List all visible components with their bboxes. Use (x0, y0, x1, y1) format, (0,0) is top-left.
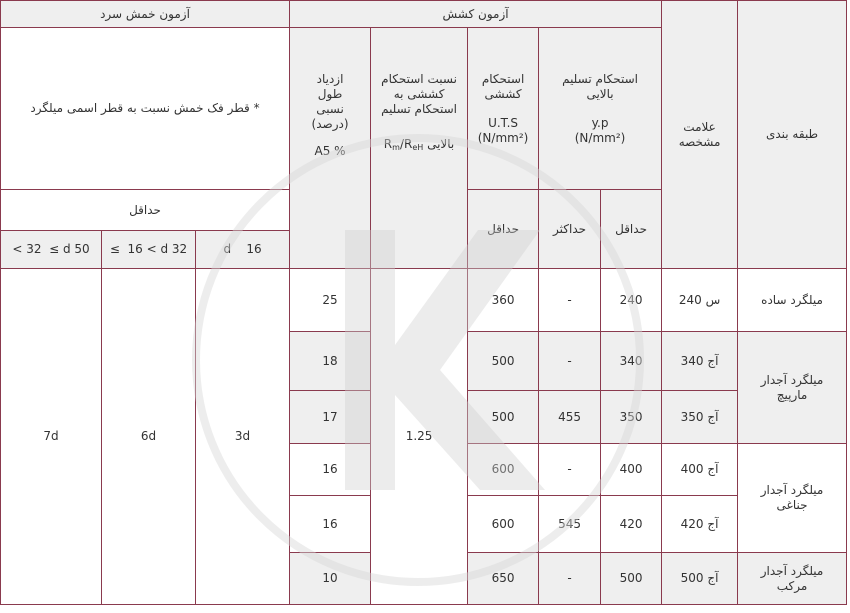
yield-max-cell: - (539, 332, 601, 391)
classification-header: طبقه بندی (738, 1, 847, 269)
yield-min-cell: 340 (601, 332, 662, 391)
elongation-cell: 16 (290, 444, 371, 496)
ratio-slash: / (399, 137, 404, 151)
mark-cell: آج 350 (662, 391, 738, 444)
class-ribbed-herringbone-text: میلگرد آجدار جناغی (760, 483, 824, 512)
elongation-title: ازدیاد طول نسبی (316, 72, 344, 116)
tensile-strength-symbol: U.T.S (488, 115, 519, 130)
yield-max-cell: 455 (539, 391, 601, 444)
size-range-large (1, 231, 102, 269)
ratio-rm-sub: m (392, 143, 400, 152)
class-ribbed-herringbone (738, 444, 847, 553)
mark-header-text: علامت مشخصه (678, 119, 721, 149)
uts-cell: 360 (468, 269, 539, 332)
bend-small-cell: 3d (196, 269, 290, 605)
yield-max-cell: 545 (539, 496, 601, 553)
upper-yield-title: استحکام تسلیم بالایی (562, 71, 638, 101)
ratio-value-cell: 1.25 (371, 269, 468, 605)
mark-header (662, 1, 738, 269)
elongation-cell: 25 (290, 269, 371, 332)
tensile-strength-header (468, 28, 539, 190)
size-range-small (196, 231, 290, 269)
class-ribbed-spiral (738, 332, 847, 444)
bend-large-cell: 7d (1, 269, 102, 605)
elongation-unit: % A5 (314, 144, 346, 158)
mark-cell: آج 500 (662, 553, 738, 605)
ratio-rm: R (383, 137, 393, 151)
elongation-cell: 16 (290, 496, 371, 553)
ratio-formula (375, 137, 463, 155)
class-plain: میلگرد ساده (738, 269, 847, 332)
tensile-strength-unit: (N/mm²) (477, 130, 529, 145)
uts-cell: 600 (468, 444, 539, 496)
ratio-suffix: بالایی (427, 137, 455, 151)
elongation-cell: 10 (290, 553, 371, 605)
class-ribbed-spiral-text: میلگرد آجدار مارپیچ (760, 372, 824, 402)
bend-diameter-header: * قطر فک خمش نسبت به قطر اسمی میلگرد (1, 28, 290, 190)
class-ribbed-composite-text: میلگرد آجدار مرکب (760, 563, 824, 593)
size-range-mid-text: ≤ 16 < d 32 (109, 242, 188, 256)
yield-max-cell: - (539, 444, 601, 496)
upper-yield-unit: (N/mm²) (574, 130, 626, 145)
elongation-cell: 17 (290, 391, 371, 444)
yield-max-cell: - (539, 269, 601, 332)
size-range-large-text: < 32 ≤ d 50 (12, 242, 90, 256)
tensile-test-header: آزمون کشش (290, 1, 662, 28)
bend-mid-cell: 6d (102, 269, 196, 605)
yield-min-cell: 400 (601, 444, 662, 496)
bend-min-header: حداقل (1, 190, 290, 231)
uts-min-header: حداقل (468, 190, 539, 269)
class-ribbed-composite (738, 553, 847, 605)
uts-cell: 650 (468, 553, 539, 605)
yield-max-header: حداکثر (539, 190, 601, 269)
yield-min-cell: 420 (601, 496, 662, 553)
yield-min-cell: 350 (601, 391, 662, 444)
ratio-header (371, 28, 468, 269)
ratio-reh-sub: eH (412, 143, 424, 152)
mark-cell: س 240 (662, 269, 738, 332)
tensile-strength-title: استحکام کششی (481, 71, 525, 101)
yield-min-cell: 500 (601, 553, 662, 605)
elongation-cell: 18 (290, 332, 371, 391)
mark-cell: آج 420 (662, 496, 738, 553)
size-range-small-text: d 16 (223, 242, 262, 256)
ratio-title: نسبت استحکام کششی به استحکام تسلیم (381, 72, 457, 116)
size-range-mid (102, 231, 196, 269)
upper-yield-header (539, 28, 662, 190)
mark-cell: آج 340 (662, 332, 738, 391)
uts-cell: 500 (468, 332, 539, 391)
yield-max-cell: - (539, 553, 601, 605)
ratio-reh: R (403, 137, 413, 151)
yield-min-header: حداقل (601, 190, 662, 269)
yield-min-cell: 240 (601, 269, 662, 332)
elongation-header (290, 28, 371, 269)
uts-cell: 500 (468, 391, 539, 444)
uts-cell: 600 (468, 496, 539, 553)
cold-bend-test-header: آزمون خمش سرد (1, 1, 290, 28)
upper-yield-symbol: y.p (591, 115, 609, 130)
elongation-sub: (درصد) (311, 117, 349, 131)
mark-cell: آج 400 (662, 444, 738, 496)
